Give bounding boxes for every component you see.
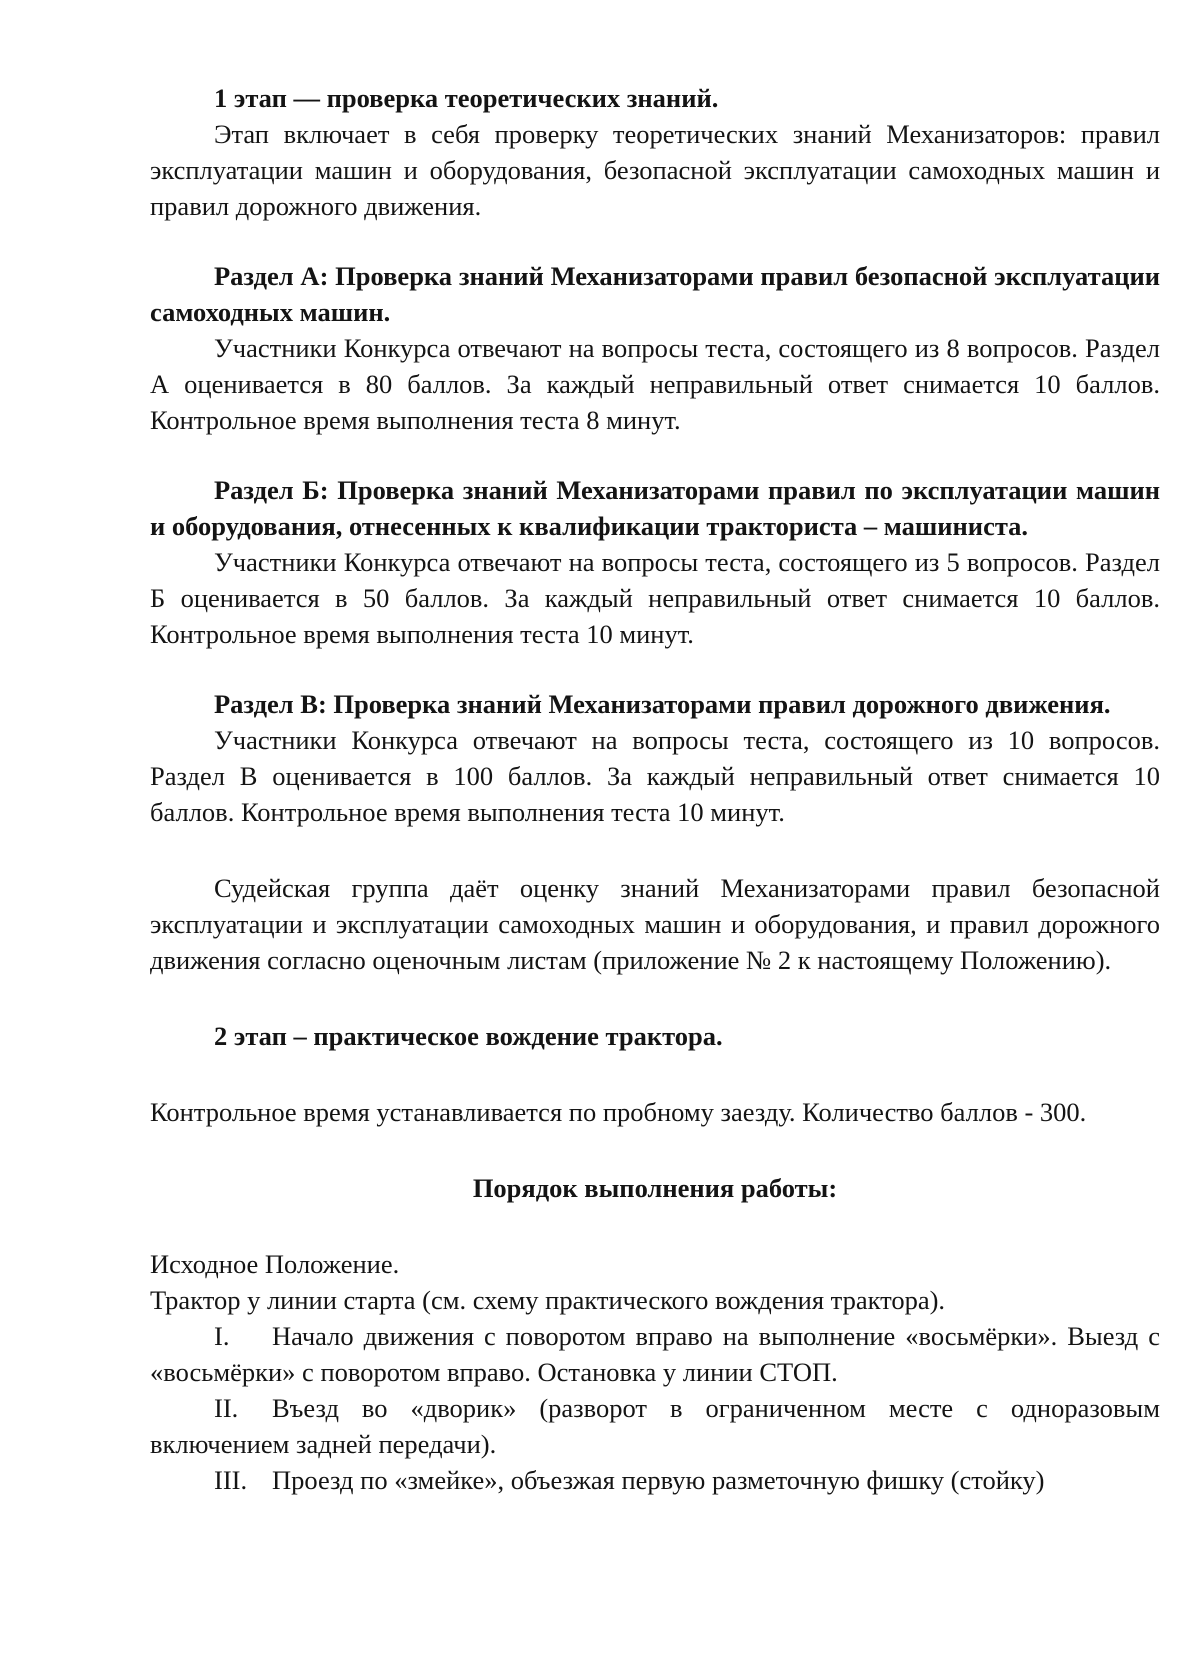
step-number: III. — [214, 1465, 248, 1495]
step-item — [150, 1390, 1160, 1462]
procedure-heading: Порядок выполнения работы: — [472, 1173, 838, 1203]
initial-position: Исходное Положение. — [150, 1249, 400, 1279]
stage2-heading: 2 этап – практическое вождение трактора. — [214, 1021, 723, 1051]
step-number: II. — [214, 1393, 239, 1423]
tractor-start: Трактор у линии старта (см. схему практического вождения трактора). — [150, 1285, 946, 1315]
stage2-text: Контрольное время устанавливается по пробному заезду. Количество баллов - 300. — [150, 1097, 1087, 1127]
section-a-text: Участники Конкурса отвечают на вопросы теста, состоящего из 8 вопросов. Раздел А оценивается в 80 баллов. За каждый неправильный ответ снимается 10 баллов. Контрольное время выполнения теста 8 минут. — [150, 333, 1160, 435]
step-item — [150, 1462, 1160, 1498]
step-item — [150, 1318, 1160, 1390]
stage1-heading: 1 этап — проверка теоретических знаний. — [214, 83, 719, 113]
section-a-heading: Раздел А: Проверка знаний Механизаторами правил безопасной эксплуатации самоходных машин. — [150, 261, 1160, 327]
section-v-text: Участники Конкурса отвечают на вопросы теста, состоящего из 10 вопросов. Раздел В оценивается в 100 баллов. За каждый неправильный ответ снимается 10 баллов. Контрольное время выполнения теста 10 минут. — [150, 725, 1160, 827]
section-b-heading: Раздел Б: Проверка знаний Механизаторами правил по эксплуатации машин и оборудования, отнесенных к квалификации тракториста – машиниста. — [150, 475, 1160, 541]
stage1-intro: Этап включает в себя проверку теоретических знаний Механизаторов: правил эксплуатации машин и оборудования, безопасной эксплуатации самоходных машин и правил дорожного движения. — [150, 119, 1160, 221]
step-number: I. — [214, 1321, 230, 1351]
judges-paragraph: Судейская группа даёт оценку знаний Механизаторами правил безопасной эксплуатации и эксплуатации самоходных машин и оборудования, и правил дорожного движения согласно оценочным листам (приложение № 2 к настоящему Положению). — [150, 873, 1160, 975]
step-text: Начало движения с поворотом вправо на выполнение «восьмёрки». Выезд с «восьмёрки» с поворотом вправо. Остановка у линии СТОП. — [150, 1321, 1160, 1387]
section-v-heading: Раздел В: Проверка знаний Механизаторами правил дорожного движения. — [214, 689, 1111, 719]
section-b-text: Участники Конкурса отвечают на вопросы теста, состоящего из 5 вопросов. Раздел Б оценивается в 50 баллов. За каждый неправильный ответ снимается 10 баллов. Контрольное время выполнения теста 10 минут. — [150, 547, 1160, 649]
document-page — [150, 80, 1160, 1498]
step-text: Проезд по «змейке», объезжая первую разметочную фишку (стойку) — [272, 1465, 1045, 1495]
step-text: Въезд во «дворик» (разворот в ограниченном месте с одноразовым включением задней передачи). — [150, 1393, 1160, 1459]
